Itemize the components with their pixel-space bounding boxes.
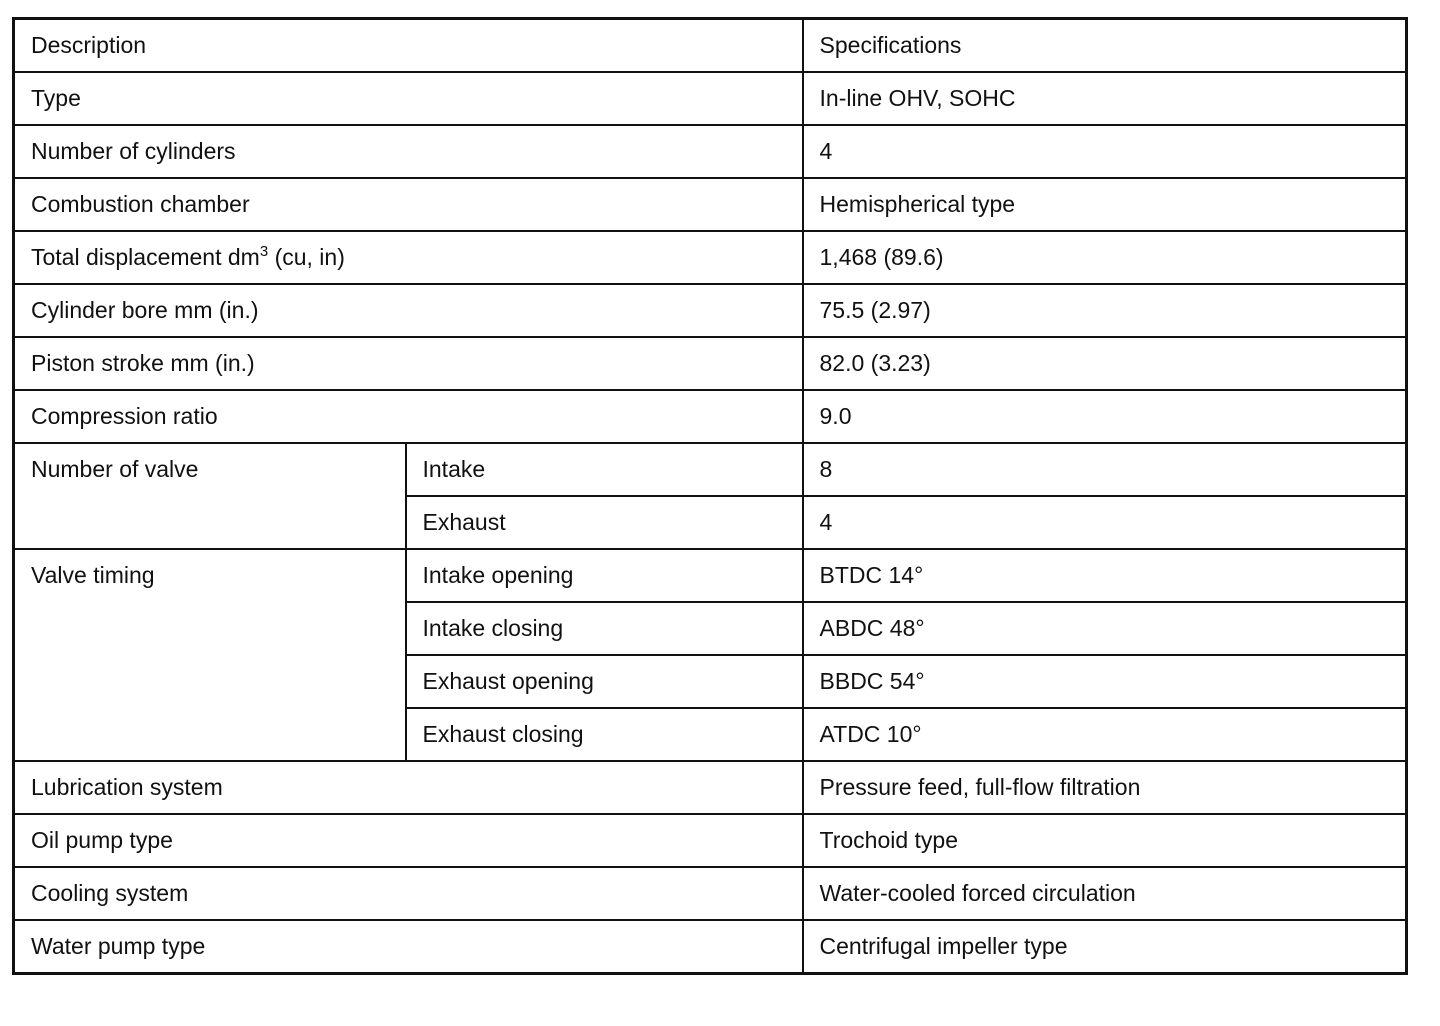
group-label-timing: Valve timing <box>14 549 406 761</box>
row-label: Combustion chamber <box>14 178 803 231</box>
row-label: Lubrication system <box>14 761 803 814</box>
table-row <box>14 761 1407 814</box>
sub-label: Intake opening <box>406 549 803 602</box>
row-label: Water pump type <box>14 920 803 974</box>
row-value: 1,468 (89.6) <box>803 231 1407 284</box>
row-value: Trochoid type <box>803 814 1407 867</box>
row-label: Cooling system <box>14 867 803 920</box>
table-row <box>14 814 1407 867</box>
row-label: Type <box>14 72 803 125</box>
row-value: Centrifugal impeller type <box>803 920 1407 974</box>
group-label-valves: Number of valve <box>14 443 406 549</box>
displacement-label-superscript: 3 <box>259 243 269 260</box>
table-row <box>14 231 1407 284</box>
row-value: 4 <box>803 496 1407 549</box>
engine-spec-table <box>12 17 1408 975</box>
row-value: BBDC 54° <box>803 655 1407 708</box>
row-value: 8 <box>803 443 1407 496</box>
table-row <box>14 125 1407 178</box>
displacement-label-prefix: Total displacement dm <box>31 244 260 270</box>
table-row <box>14 337 1407 390</box>
sub-label: Exhaust <box>406 496 803 549</box>
sub-label: Intake <box>406 443 803 496</box>
row-value: Water-cooled forced circulation <box>803 867 1407 920</box>
displacement-label-suffix: (cu, in) <box>268 244 345 270</box>
table-row <box>14 549 1407 602</box>
row-value: 9.0 <box>803 390 1407 443</box>
header-description: Description <box>14 19 803 73</box>
table-row <box>14 284 1407 337</box>
table-row <box>14 178 1407 231</box>
row-label: Number of cylinders <box>14 125 803 178</box>
row-value: Pressure feed, full-flow filtration <box>803 761 1407 814</box>
row-label <box>14 231 803 284</box>
table-row <box>14 72 1407 125</box>
sub-label: Exhaust closing <box>406 708 803 761</box>
header-specifications: Specifications <box>803 19 1407 73</box>
row-label: Cylinder bore mm (in.) <box>14 284 803 337</box>
row-label: Compression ratio <box>14 390 803 443</box>
table-row <box>14 443 1407 496</box>
sub-label: Intake closing <box>406 602 803 655</box>
header-row <box>14 19 1407 73</box>
row-value: BTDC 14° <box>803 549 1407 602</box>
row-value: ATDC 10° <box>803 708 1407 761</box>
table-row <box>14 390 1407 443</box>
row-label: Oil pump type <box>14 814 803 867</box>
row-value: 82.0 (3.23) <box>803 337 1407 390</box>
row-value: 4 <box>803 125 1407 178</box>
row-value: ABDC 48° <box>803 602 1407 655</box>
row-value: In-line OHV, SOHC <box>803 72 1407 125</box>
table-row <box>14 920 1407 974</box>
row-value: Hemispherical type <box>803 178 1407 231</box>
sub-label: Exhaust opening <box>406 655 803 708</box>
table-row <box>14 867 1407 920</box>
row-value: 75.5 (2.97) <box>803 284 1407 337</box>
row-label: Piston stroke mm (in.) <box>14 337 803 390</box>
